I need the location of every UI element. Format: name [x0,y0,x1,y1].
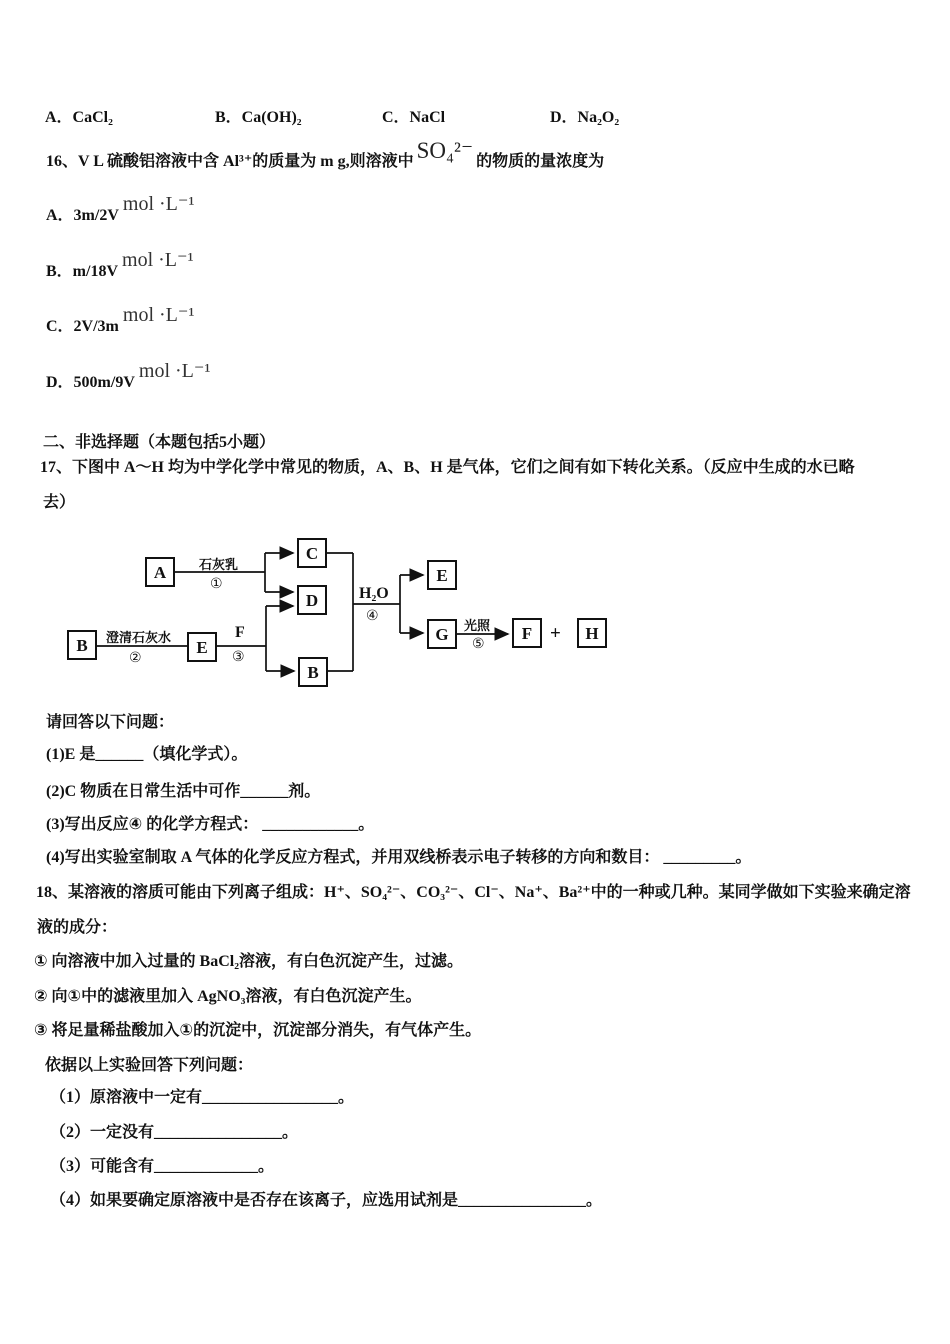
q18-step-1: ① 向溶液中加入过量的 BaCl₂溶液，有白色沉淀产生，过滤。 [34,953,464,970]
q16-option-c-label: C．2V/3m [46,318,119,335]
q16-option-d-unit: mol ·L⁻¹ [138,360,211,382]
q17-stem-line1: 17、下图中 A～H 均为中学化学中常见的物质，A、B、H 是气体，它们之间有如下转化关系。（反应中生成的水已略 [40,459,855,476]
q18-sub-3: （3）可能含有_____________。 [50,1158,275,1175]
q18-sub-4: （4）如果要确定原溶液中是否存在该离子，应选用试剂是________________。 [50,1192,603,1209]
q17-sub-4: (4)写出实验室制取 A 气体的化学反应方程式，并用双线桥表示电子转移的方向和数目： _________。 [46,849,752,866]
diagram-box-h: H [577,618,607,648]
q16-option-b [46,249,194,281]
q18-stem-line2: 液的成分： [37,919,118,936]
diagram-box-c: C [297,538,327,568]
diagram-step4-number: ④ [366,609,379,624]
q18-stem-line1: 18、某溶液的溶质可能由下列离子组成：H⁺、SO₄²⁻、CO₃²⁻、Cl⁻、Na⁺、Ba²⁺中的一种或几种。某同学做如下实验来确定溶 [36,884,911,901]
q16-option-c-unit: mol ·L⁻¹ [122,304,195,326]
q17-prompt: 请回答以下问题： [46,714,175,731]
diagram-box-b1: B [67,630,97,660]
q18-sub-2: （2）一定没有________________。 [50,1124,299,1141]
diagram-step1-number: ① [210,577,223,592]
q17-sub-3: (3)写出反应④ 的化学方程式： ____________。 [46,816,375,833]
diagram-label-limewater: 澄清石灰水 [106,630,172,645]
q16-option-b-label: B．m/18V [46,263,119,280]
diagram-plus-sign: + [550,623,561,644]
q18-step-3: ③ 将足量稀盐酸加入①的沉淀中，沉淀部分消失，有气体产生。 [34,1022,482,1039]
diagram-box-d: D [297,585,327,615]
diagram-box-e1: E [187,632,217,662]
q18-sub-1: （1）原溶液中一定有_________________。 [50,1089,355,1106]
q15-option-b: B．Ca(OH)₂ [215,109,302,126]
q15-option-c: C．NaCl [382,109,446,126]
diagram-label-f-over-arrow: F [235,624,245,641]
section2-heading: 二、非选择题（本题包括5小题） [43,434,276,451]
q15-option-a: A．CaCl₂ [45,109,113,126]
q16-option-b-unit: mol ·L⁻¹ [122,249,194,271]
q16-option-a-label: A．3m/2V [46,207,119,224]
diagram-step2-number: ② [129,651,142,666]
q16-option-d-label: D．500m/9V [46,374,135,391]
diagram-step3-number: ③ [232,650,245,665]
diagram-label-light: 光照 [464,618,491,633]
q17-sub-1: (1)E 是______（填化学式）。 [46,746,248,763]
q15-option-d: D．Na₂O₂ [550,109,620,126]
q18-prompt: 依据以上实验回答下列问题： [45,1057,254,1074]
q16-option-c [46,304,195,336]
q16-option-a-unit: mol ·L⁻¹ [122,193,195,215]
q17-sub-2: (2)C 物质在日常生活中可作______剂。 [46,783,321,800]
q16-option-a [46,193,195,225]
diagram-label-limemilk: 石灰乳 [199,557,239,572]
q16-stem-prefix: 16、V L 硫酸铝溶液中含 Al³⁺的质量为 m g,则溶液中 [46,153,414,170]
q16-stem-suffix: 的物质的量浓度为 [476,153,605,170]
diagram-box-e2: E [427,560,457,590]
diagram-step5-number: ⑤ [472,637,485,652]
diagram-box-g: G [427,619,457,649]
q17-transformation-diagram [60,530,640,700]
q16-option-d [46,360,211,392]
diagram-box-b2: B [298,657,328,687]
diagram-box-a: A [145,557,175,587]
q17-stem-line2: 去） [43,494,76,511]
q18-step-2: ② 向①中的滤液里加入 AgNO₃溶液，有白色沉淀产生。 [34,988,422,1005]
diagram-box-f: F [512,618,542,648]
diagram-label-h2o: H₂O [359,585,389,602]
diagram-connectors [60,530,640,700]
q16-stem [46,138,605,171]
q16-sulfate-formula: SO₄²⁻ [416,138,474,163]
